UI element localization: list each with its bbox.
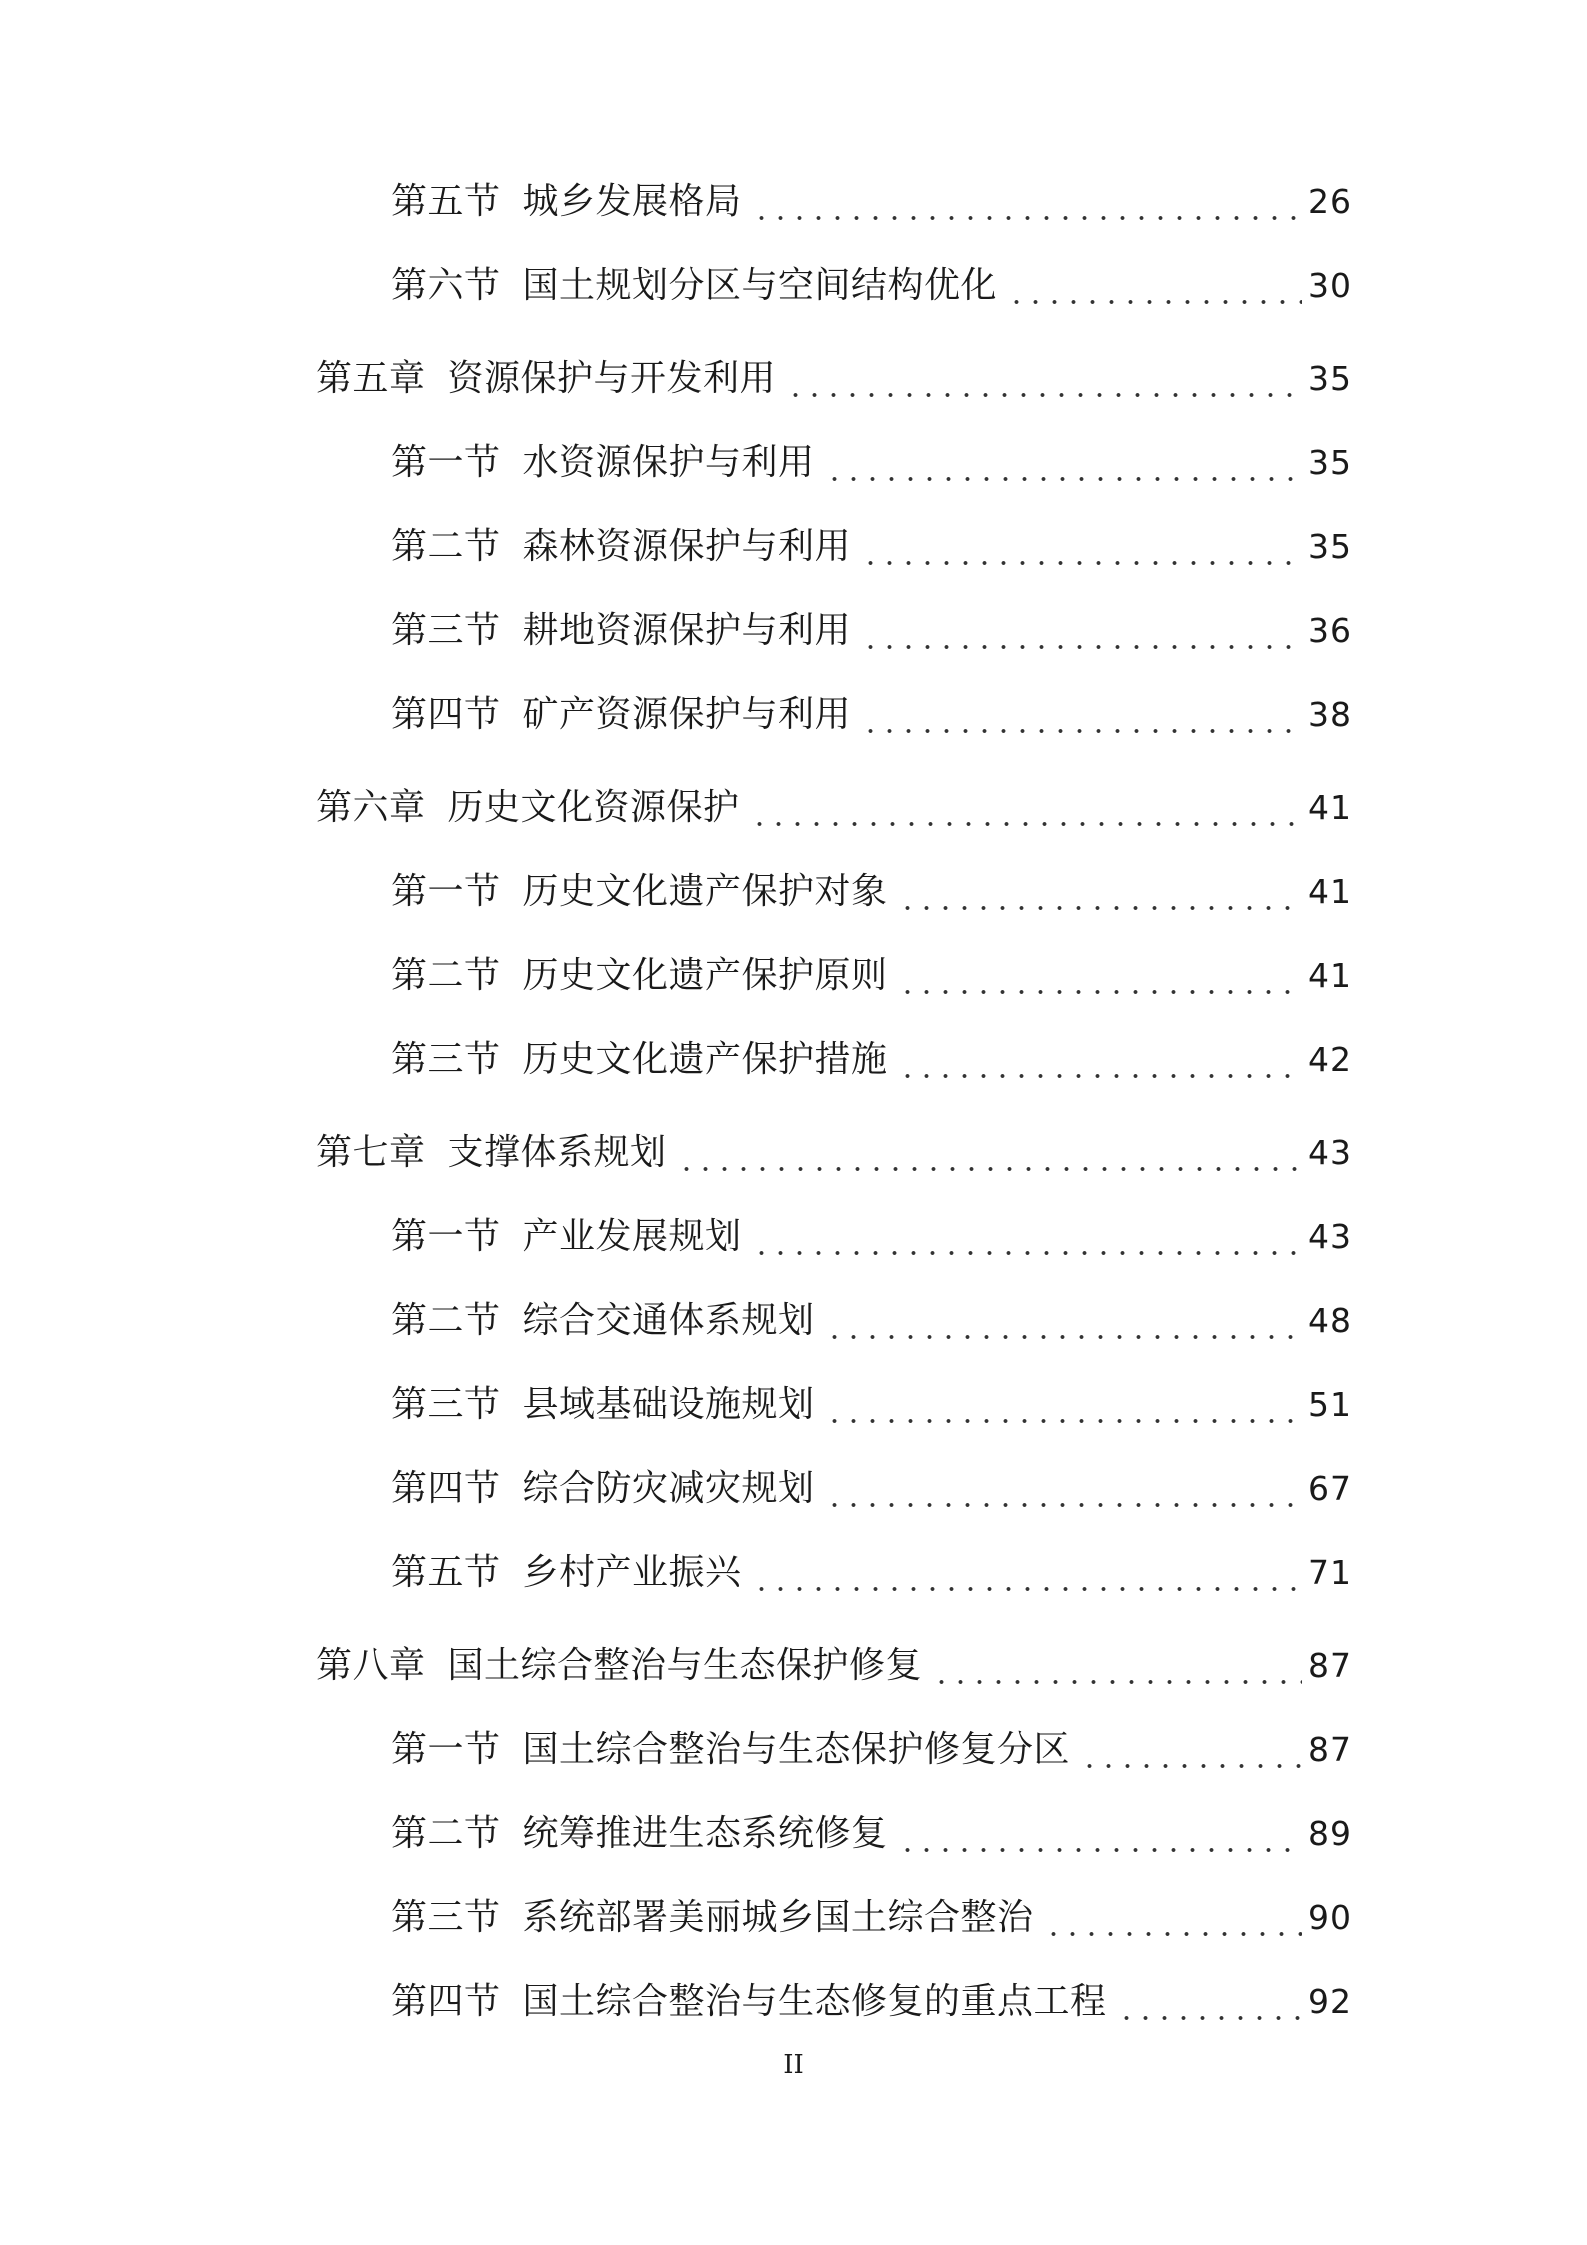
toc-entry-label — [391, 862, 888, 922]
toc-entry-title: 耕地资源保护与利用 — [522, 610, 852, 651]
toc-entry-title: 水资源保护与利用 — [522, 442, 815, 483]
toc-entry-page: 35 — [1308, 359, 1352, 398]
toc-entry-label — [391, 1543, 742, 1603]
toc-entry-title: 森林资源保护与利用 — [522, 526, 852, 567]
toc-entry-number: 第三节 — [391, 610, 501, 651]
toc-entry-number: 第一节 — [391, 871, 501, 912]
toc-entry-number: 第六节 — [391, 265, 501, 306]
toc-entry-page: 89 — [1308, 1814, 1352, 1853]
dot-leader — [752, 172, 1302, 232]
toc-entry-label — [391, 1804, 888, 1864]
toc-entry-label — [316, 778, 740, 838]
toc-entry[interactable] — [391, 862, 1352, 922]
toc-entry[interactable] — [391, 172, 1352, 232]
dot-leader — [752, 1207, 1302, 1267]
toc-entry[interactable] — [316, 1123, 1352, 1183]
toc-entry-page: 35 — [1308, 443, 1352, 482]
toc-entry-label — [391, 517, 851, 577]
toc-entry-number: 第六章 — [316, 787, 426, 828]
toc-entry-title: 综合防灾减灾规划 — [522, 1468, 815, 1509]
toc-entry-page: 71 — [1308, 1553, 1352, 1592]
toc-entry-page: 35 — [1308, 527, 1352, 566]
toc-entry-title: 国土综合整治与生态修复的重点工程 — [522, 1981, 1107, 2022]
toc-entry-page: 92 — [1308, 1982, 1352, 2021]
toc-entry-number: 第七章 — [316, 1132, 426, 1173]
dot-leader — [825, 1459, 1302, 1519]
toc-entry-label — [391, 1291, 815, 1351]
toc-entry-number: 第八章 — [316, 1645, 426, 1686]
toc-entry-title: 历史文化遗产保护原则 — [522, 955, 888, 996]
toc-entry-label — [391, 1720, 1070, 1780]
toc-entry-label — [391, 433, 815, 493]
toc-entry[interactable] — [391, 1888, 1352, 1948]
toc-entry-number: 第一节 — [391, 1729, 501, 1770]
toc-entry-page: 42 — [1308, 1040, 1352, 1079]
dot-leader — [898, 946, 1302, 1006]
toc-entry-label — [391, 172, 742, 232]
toc-entry[interactable] — [391, 1030, 1352, 1090]
toc-entry[interactable] — [391, 601, 1352, 661]
toc-entry-label — [391, 1207, 742, 1267]
toc-entry-title: 历史文化遗产保护措施 — [522, 1039, 888, 1080]
toc-entry-page: 90 — [1308, 1898, 1352, 1937]
toc-entry-title: 系统部署美丽城乡国土综合整治 — [522, 1897, 1034, 1938]
toc-entry-number: 第五节 — [391, 181, 501, 222]
toc-entry[interactable] — [391, 946, 1352, 1006]
toc-entry-number: 第一节 — [391, 1216, 501, 1257]
dot-leader — [1117, 1972, 1302, 2032]
toc-entry-title: 县域基础设施规划 — [522, 1384, 815, 1425]
toc-entry[interactable] — [316, 349, 1352, 409]
toc-entry[interactable] — [391, 517, 1352, 577]
toc-entry-number: 第三节 — [391, 1039, 501, 1080]
toc-entry-page: 67 — [1308, 1469, 1352, 1508]
toc-entry-page: 41 — [1308, 788, 1352, 827]
toc-entry-title: 国土规划分区与空间结构优化 — [522, 265, 998, 306]
toc-entry-label — [391, 1375, 815, 1435]
toc-entry-number: 第一节 — [391, 442, 501, 483]
toc-entry-page: 51 — [1308, 1385, 1352, 1424]
dot-leader — [1080, 1720, 1302, 1780]
toc-entry[interactable] — [391, 256, 1352, 316]
toc-entry-label — [391, 256, 997, 316]
toc-entry-page: 41 — [1308, 956, 1352, 995]
toc-entry-number: 第四节 — [391, 1468, 501, 1509]
toc-entry-label — [391, 1972, 1107, 2032]
toc-entry-label — [391, 1030, 888, 1090]
dot-leader — [825, 433, 1302, 493]
toc-entry-label — [391, 946, 888, 1006]
toc-entry-title: 城乡发展格局 — [522, 181, 742, 222]
toc-entry-number: 第二节 — [391, 955, 501, 996]
toc-entry-label — [316, 1123, 667, 1183]
toc-entry-number: 第五章 — [316, 358, 426, 399]
dot-leader — [861, 517, 1302, 577]
toc-entry[interactable] — [316, 1636, 1352, 1696]
dot-leader — [677, 1123, 1302, 1183]
dot-leader — [750, 778, 1302, 838]
toc-entry[interactable] — [391, 1543, 1352, 1603]
toc-entry-number: 第三节 — [391, 1384, 501, 1425]
toc-entry-title: 国土综合整治与生态保护修复 — [447, 1645, 923, 1686]
dot-leader — [1044, 1888, 1302, 1948]
toc-entry-page: 36 — [1308, 611, 1352, 650]
toc-entry-label — [391, 1888, 1034, 1948]
toc-entry-label — [391, 685, 851, 745]
toc-entry-page: 41 — [1308, 872, 1352, 911]
toc-entry-title: 统筹推进生态系统修复 — [522, 1813, 888, 1854]
dot-leader — [786, 349, 1302, 409]
toc-entry-page: 87 — [1308, 1730, 1352, 1769]
toc-entry-page: 38 — [1308, 695, 1352, 734]
toc-entry-title: 历史文化资源保护 — [447, 787, 740, 828]
dot-leader — [898, 1030, 1302, 1090]
toc-entry-number: 第四节 — [391, 694, 501, 735]
toc-entry-number: 第二节 — [391, 1813, 501, 1854]
dot-leader — [898, 1804, 1302, 1864]
toc-entry[interactable] — [316, 778, 1352, 838]
dot-leader — [898, 862, 1302, 922]
toc-entry[interactable] — [391, 1804, 1352, 1864]
toc-entry-title: 历史文化遗产保护对象 — [522, 871, 888, 912]
toc-entry[interactable] — [391, 1720, 1352, 1780]
dot-leader — [825, 1291, 1302, 1351]
toc-entry-number: 第二节 — [391, 1300, 501, 1341]
dot-leader — [1007, 256, 1302, 316]
toc-entry-label — [316, 349, 776, 409]
toc-entry-number: 第四节 — [391, 1981, 501, 2022]
toc-entry-page: 87 — [1308, 1646, 1352, 1685]
toc-entry-title: 产业发展规划 — [522, 1216, 742, 1257]
toc-entry[interactable] — [391, 433, 1352, 493]
toc-entry[interactable] — [391, 1375, 1352, 1435]
toc-entry[interactable] — [391, 1207, 1352, 1267]
toc-entry-page: 26 — [1308, 182, 1352, 221]
toc-entry-label — [391, 601, 851, 661]
dot-leader — [861, 601, 1302, 661]
toc-entry-number: 第三节 — [391, 1897, 501, 1938]
toc-entry-page: 48 — [1308, 1301, 1352, 1340]
toc-entry-number: 第五节 — [391, 1552, 501, 1593]
dot-leader — [752, 1543, 1302, 1603]
toc-entry-title: 资源保护与开发利用 — [447, 358, 777, 399]
page-number: II — [783, 2050, 804, 2080]
toc-entry-title: 乡村产业振兴 — [522, 1552, 742, 1593]
toc-entry-page: 43 — [1308, 1133, 1352, 1172]
toc-entry-title: 支撑体系规划 — [447, 1132, 667, 1173]
toc-entry-title: 综合交通体系规划 — [522, 1300, 815, 1341]
toc-entry-page: 30 — [1308, 266, 1352, 305]
dot-leader — [932, 1636, 1302, 1696]
toc-entry-label — [391, 1459, 815, 1519]
toc-entry[interactable] — [391, 685, 1352, 745]
toc-entry-title: 矿产资源保护与利用 — [522, 694, 852, 735]
toc-entry[interactable] — [391, 1291, 1352, 1351]
toc-entry-number: 第二节 — [391, 526, 501, 567]
toc-entry-label — [316, 1636, 922, 1696]
dot-leader — [861, 685, 1302, 745]
toc-entry[interactable] — [391, 1459, 1352, 1519]
toc-entry[interactable] — [391, 1972, 1352, 2032]
dot-leader — [825, 1375, 1302, 1435]
toc-entry-title: 国土综合整治与生态保护修复分区 — [522, 1729, 1071, 1770]
toc-entry-page: 43 — [1308, 1217, 1352, 1256]
